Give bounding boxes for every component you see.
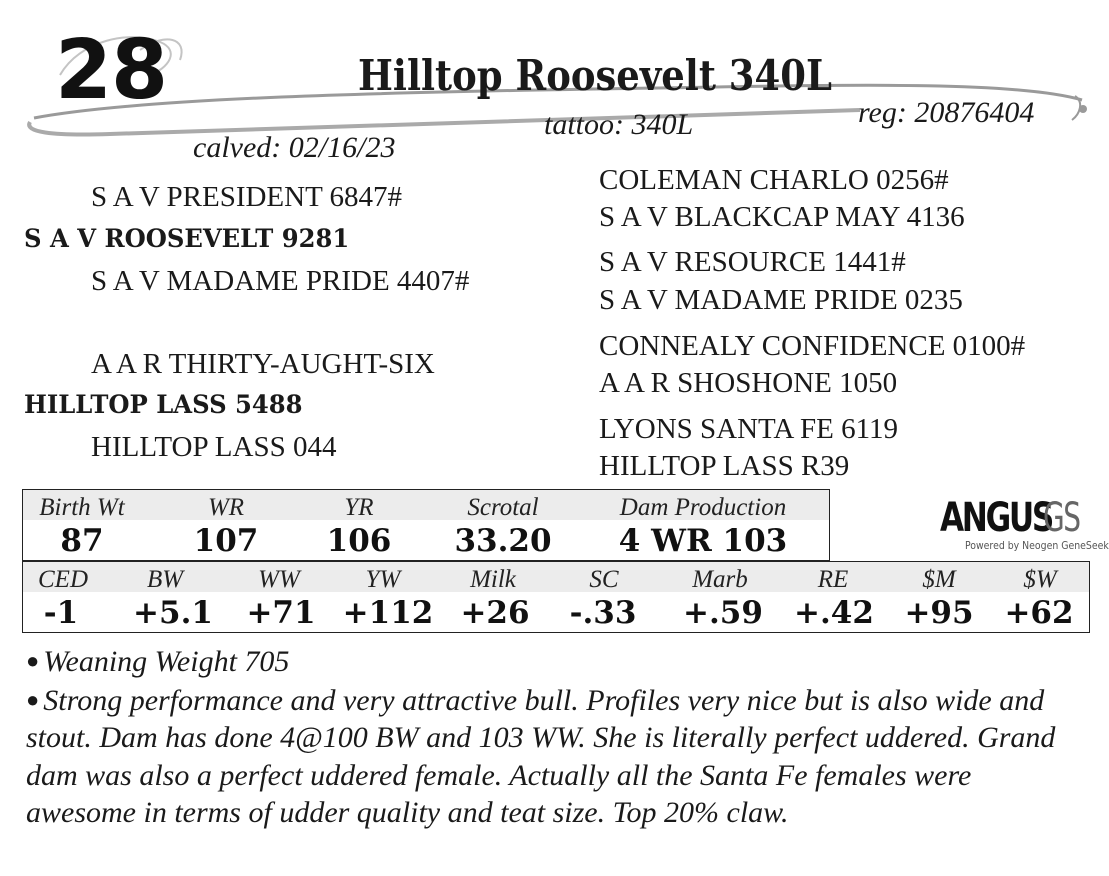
performance-value: 107 bbox=[193, 523, 259, 559]
epd-header: CED bbox=[38, 566, 88, 593]
ancestor: S A V MADAME PRIDE 0235 bbox=[599, 284, 963, 316]
performance-value: 33.20 bbox=[454, 523, 552, 559]
ancestor: A A R SHOSHONE 1050 bbox=[599, 367, 898, 399]
performance-table bbox=[22, 489, 830, 561]
epd-value: +.42 bbox=[794, 595, 874, 631]
dam: HILLTOP LASS 5488 bbox=[24, 390, 303, 419]
epd-header: $W bbox=[1023, 566, 1057, 593]
performance-header: YR bbox=[344, 494, 374, 521]
note-text: Weaning Weight 705 bbox=[43, 645, 290, 678]
epd-table bbox=[22, 561, 1090, 633]
performance-header: Birth Wt bbox=[39, 494, 125, 521]
dam-dam: HILLTOP LASS 044 bbox=[91, 431, 337, 463]
animal-name: Hilltop Roosevelt 340L bbox=[358, 51, 832, 100]
performance-header: Dam Production bbox=[619, 494, 787, 521]
note-item bbox=[26, 642, 1086, 681]
epd-value: +26 bbox=[460, 595, 530, 631]
epd-header: Marb bbox=[692, 566, 748, 593]
ancestor: S A V BLACKCAP MAY 4136 bbox=[599, 201, 965, 233]
bullet-icon: ● bbox=[26, 686, 40, 712]
registration-number: reg: 20876404 bbox=[858, 96, 1035, 129]
tattoo: tattoo: 340L bbox=[544, 108, 694, 141]
comments bbox=[26, 642, 1086, 832]
epd-value: +112 bbox=[342, 595, 434, 631]
epd-header: YW bbox=[365, 566, 401, 593]
ancestor: S A V RESOURCE 1441# bbox=[599, 246, 906, 278]
performance-value: 106 bbox=[326, 523, 392, 559]
epd-value: -1 bbox=[43, 595, 79, 631]
ancestor: LYONS SANTA FE 6119 bbox=[599, 413, 899, 445]
lot-number: 28 bbox=[55, 23, 168, 118]
epd-header: Milk bbox=[470, 566, 516, 593]
angus-logo-suffix: GS bbox=[1043, 495, 1080, 541]
dam-sire: A A R THIRTY-AUGHT-SIX bbox=[91, 348, 435, 380]
performance-value: 87 bbox=[60, 523, 104, 559]
ancestor: COLEMAN CHARLO 0256# bbox=[599, 164, 949, 196]
ancestor: HILLTOP LASS R39 bbox=[599, 450, 850, 482]
epd-value: +5.1 bbox=[133, 595, 213, 631]
epd-value: +62 bbox=[1004, 595, 1074, 631]
logo-tagline: Powered by Neogen GeneSeek bbox=[965, 539, 1109, 552]
epd-header: $M bbox=[922, 566, 956, 593]
sire-sire: S A V PRESIDENT 6847# bbox=[91, 181, 403, 213]
epd-header: BW bbox=[146, 566, 184, 593]
ancestor: CONNEALY CONFIDENCE 0100# bbox=[599, 330, 1026, 362]
note-item bbox=[26, 681, 1086, 832]
epd-value: +95 bbox=[904, 595, 974, 631]
sire: S A V ROOSEVELT 9281 bbox=[24, 224, 350, 253]
angus-logo: ANGUS bbox=[940, 495, 1052, 541]
sire-dam: S A V MADAME PRIDE 4407# bbox=[91, 265, 470, 297]
epd-value: -.33 bbox=[569, 595, 637, 631]
epd-value: +71 bbox=[246, 595, 316, 631]
epd-header: SC bbox=[589, 566, 619, 593]
performance-header: WR bbox=[207, 494, 245, 521]
performance-value: 4 WR 103 bbox=[618, 523, 788, 559]
performance-header: Scrotal bbox=[467, 494, 539, 521]
epd-value: +.59 bbox=[683, 595, 763, 631]
bullet-icon: ● bbox=[26, 648, 40, 673]
note-text: Strong performance and very attractive bull. Profiles very nice but is also wide and stout. Dam has done 4@100 BW and 103 WW. She is literally perfect uddered. Grand dam was also a perfect uddered female. Actually all the Santa Fe females were awesome in terms of udder quality and teat size. Top 20% claw. bbox=[26, 683, 1056, 829]
epd-header: RE bbox=[817, 566, 849, 593]
epd-header: WW bbox=[258, 566, 300, 593]
calved-date: calved: 02/16/23 bbox=[193, 131, 396, 164]
